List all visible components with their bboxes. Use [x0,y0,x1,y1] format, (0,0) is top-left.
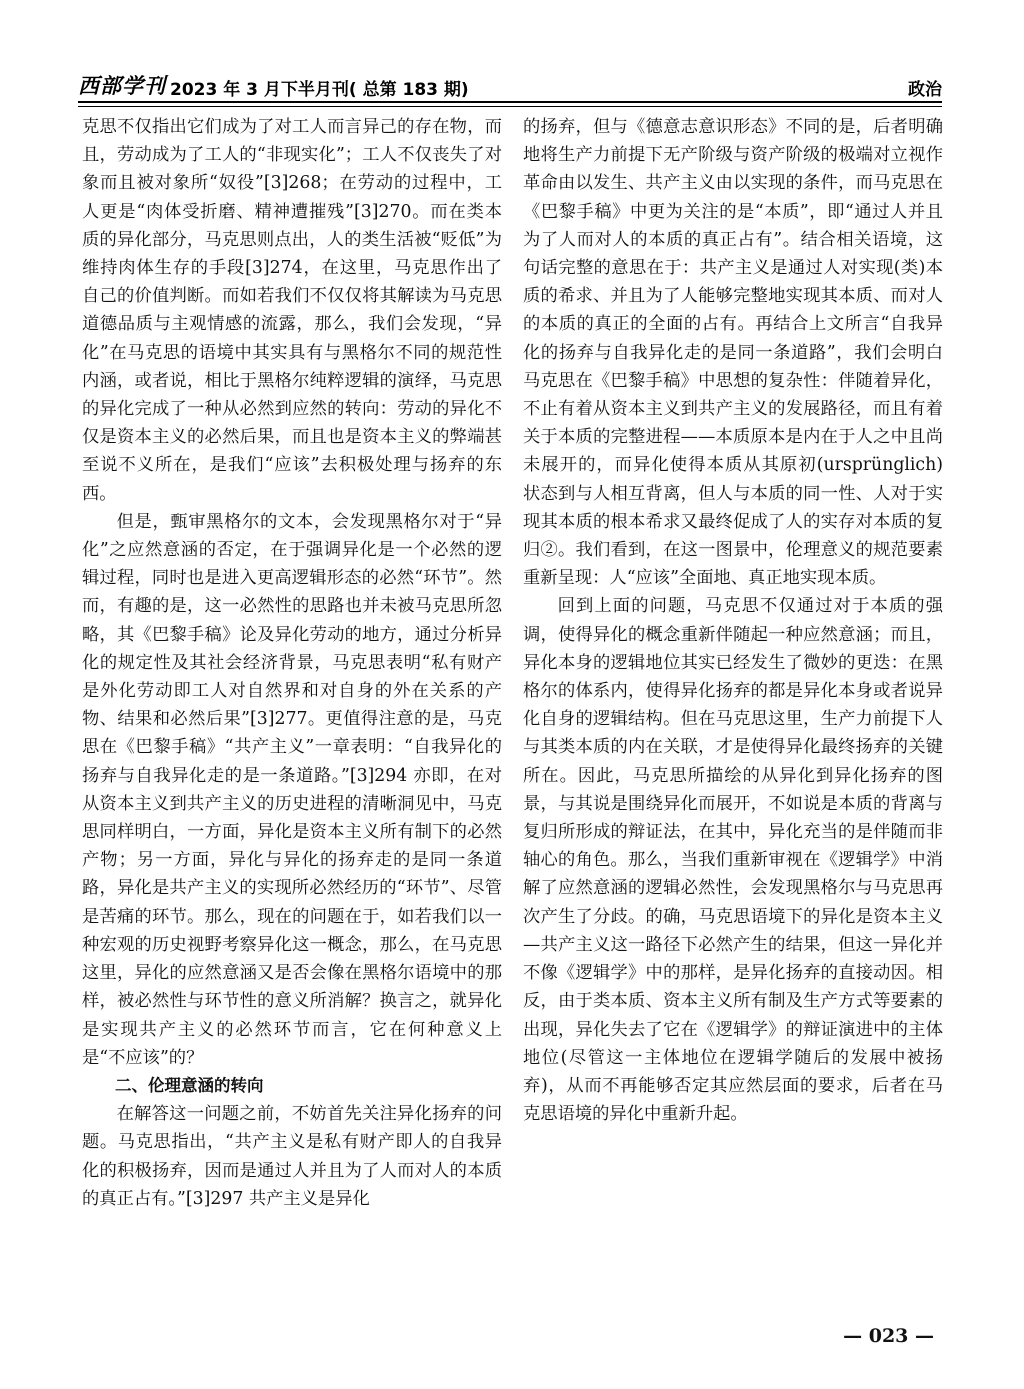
journal-info [78,70,469,100]
page-number: — 023 — [843,1325,934,1347]
paragraph: 但是，甄审黑格尔的文本，会发现黑格尔对于“异化”之应然意涵的否定，在于强调异化是一个必然的逻辑过程，同时也是进入更高逻辑形态的必然“环节”。然而，有趣的是，这一必然性的思路也并未被马克思所忽略，其《巴黎手稿》论及异化劳动的地方，通过分析异化的规定性及其社会经济背景，马克思表明“私有财产是外化劳动即工人对自然界和对自身的外在关系的产物、结果和必然后果”[3]277。更值得注意的是，马克思在《巴黎手稿》“共产主义”一章表明：“自我异化的扬弃与自我异化走的是一条道路。”[3]294 亦即，在对从资本主义到共产主义的历史进程的清晰洞见中，马克思同样明白，一方面，异化是资本主义所有制下的必然产物；另一方面，异化与异化的扬弃走的是同一条道路，异化是共产主义的实现所必然经历的“环节”、尽管是苦痛的环节。那么，现在的问题在于，如若我们以一种宏观的历史视野考察异化这一概念，那么，在马克思这里，异化的应然意涵又是否会像在黑格尔语境中的那样，被必然性与环节性的意义所消解？换言之，就异化是实现共产主义的必然环节而言，它在何种意义上是“不应该”的？ [82,511,502,1068]
header-rule-thin [78,106,942,107]
section-heading: 二、伦理意涵的转向 [115,1075,264,1095]
running-header [78,70,942,100]
journal-logo: 西部学刊 [78,73,166,98]
right-column [523,113,943,1128]
left-column [82,113,502,1213]
issue-info: 2023 年 3 月下半月刊( 总第 183 期) [170,80,469,100]
header-rule [78,101,942,103]
paragraph: 克思不仅指出它们成为了对工人而言异己的存在物，而且，劳动成为了工人的“非现实化”；工人不仅丧失了对象而且被对象所“奴役”[3]268；在劳动的过程中，工人更是“肉体受折磨、精神遭摧残”[3]270。而在类本质的异化部分，马克思则点出，人的类生活被“贬低”为维持肉体生存的手段[3]274，在这里，马克思作出了自己的价值判断。而如若我们不仅仅将其解读为马克思道德品质与主观情感的流露，那么，我们会发现，“异化”在马克思的语境中其实具有与黑格尔不同的规范性内涵，或者说，相比于黑格尔纯粹逻辑的演绎，马克思的异化完成了一种从必然到应然的转向：劳动的异化不仅是资本主义的必然后果，而且也是资本主义的弊端甚至说不义所在，是我们“应该”去积极处理与扬弃的东西。 [82,117,502,504]
paragraph: 在解答这一问题之前，不妨首先关注异化扬弃的问题。马克思指出，“共产主义是私有财产即人的自我异化的积极扬弃，因而是通过人并且为了人而对人的本质的真正占有。”[3]297 共产主义是异化 [82,1104,502,1209]
section-name: 政治 [908,80,942,100]
paragraph: 的扬弃，但与《德意志意识形态》不同的是，后者明确地将生产力前提下无产阶级与资产阶级的极端对立视作革命由以发生、共产主义由以实现的条件，而马克思在《巴黎手稿》中更为关注的是“本质”，即“通过人并且为了人而对人的本质的真正占有”。结合相关语境，这句话完整的意思在于：共产主义是通过人对实现(类)本质的希求、并且为了人能够完整地实现其本质、而对人的本质的真正的全面的占有。再结合上文所言“自我异化的扬弃与自我异化走的是同一条道路”，我们会明白马克思在《巴黎手稿》中思想的复杂性：伴随着异化，不止有着从资本主义到共产主义的发展路径，而且有着关于本质的完整进程——本质原本是内在于人之中且尚未展开的，而异化使得本质从其原初(ursprünglich)状态到与人相互背离，但人与本质的同一性、人对于实现其本质的根本希求又最终促成了人的实存对本质的复归②。我们看到，在这一图景中，伦理意义的规范要素重新呈现：人“应该”全面地、真正地实现本质。 [523,117,943,589]
paragraph: 回到上面的问题，马克思不仅通过对于本质的强调，使得异化的概念重新伴随起一种应然意涵；而且，异化本身的逻辑地位其实已经发生了微妙的更迭：在黑格尔的体系内，使得异化扬弃的都是异化本身或者说异化自身的逻辑结构。但在马克思这里，生产力前提下人与其类本质的内在关联，才是使得异化最终扬弃的关键所在。因此，马克思所描绘的从异化到异化扬弃的图景，与其说是围绕异化而展开，不如说是本质的背离与复归所形成的辩证法，在其中，异化充当的是伴随而非轴心的角色。那么，当我们重新审视在《逻辑学》中消解了应然意涵的逻辑必然性，会发现黑格尔与马克思再次产生了分歧。的确，马克思语境下的异化是资本主义—共产主义这一路径下必然产生的结果，但这一异化并不像《逻辑学》中的那样，是异化扬弃的直接动因。相反，由于类本质、资本主义所有制及生产方式等要素的出现，异化失去了它在《逻辑学》的辩证演进中的主体地位(尽管这一主体地位在逻辑学随后的发展中被扬弃)，从而不再能够否定其应然层面的要求，后者在马克思语境的异化中重新升起。 [523,596,943,1125]
